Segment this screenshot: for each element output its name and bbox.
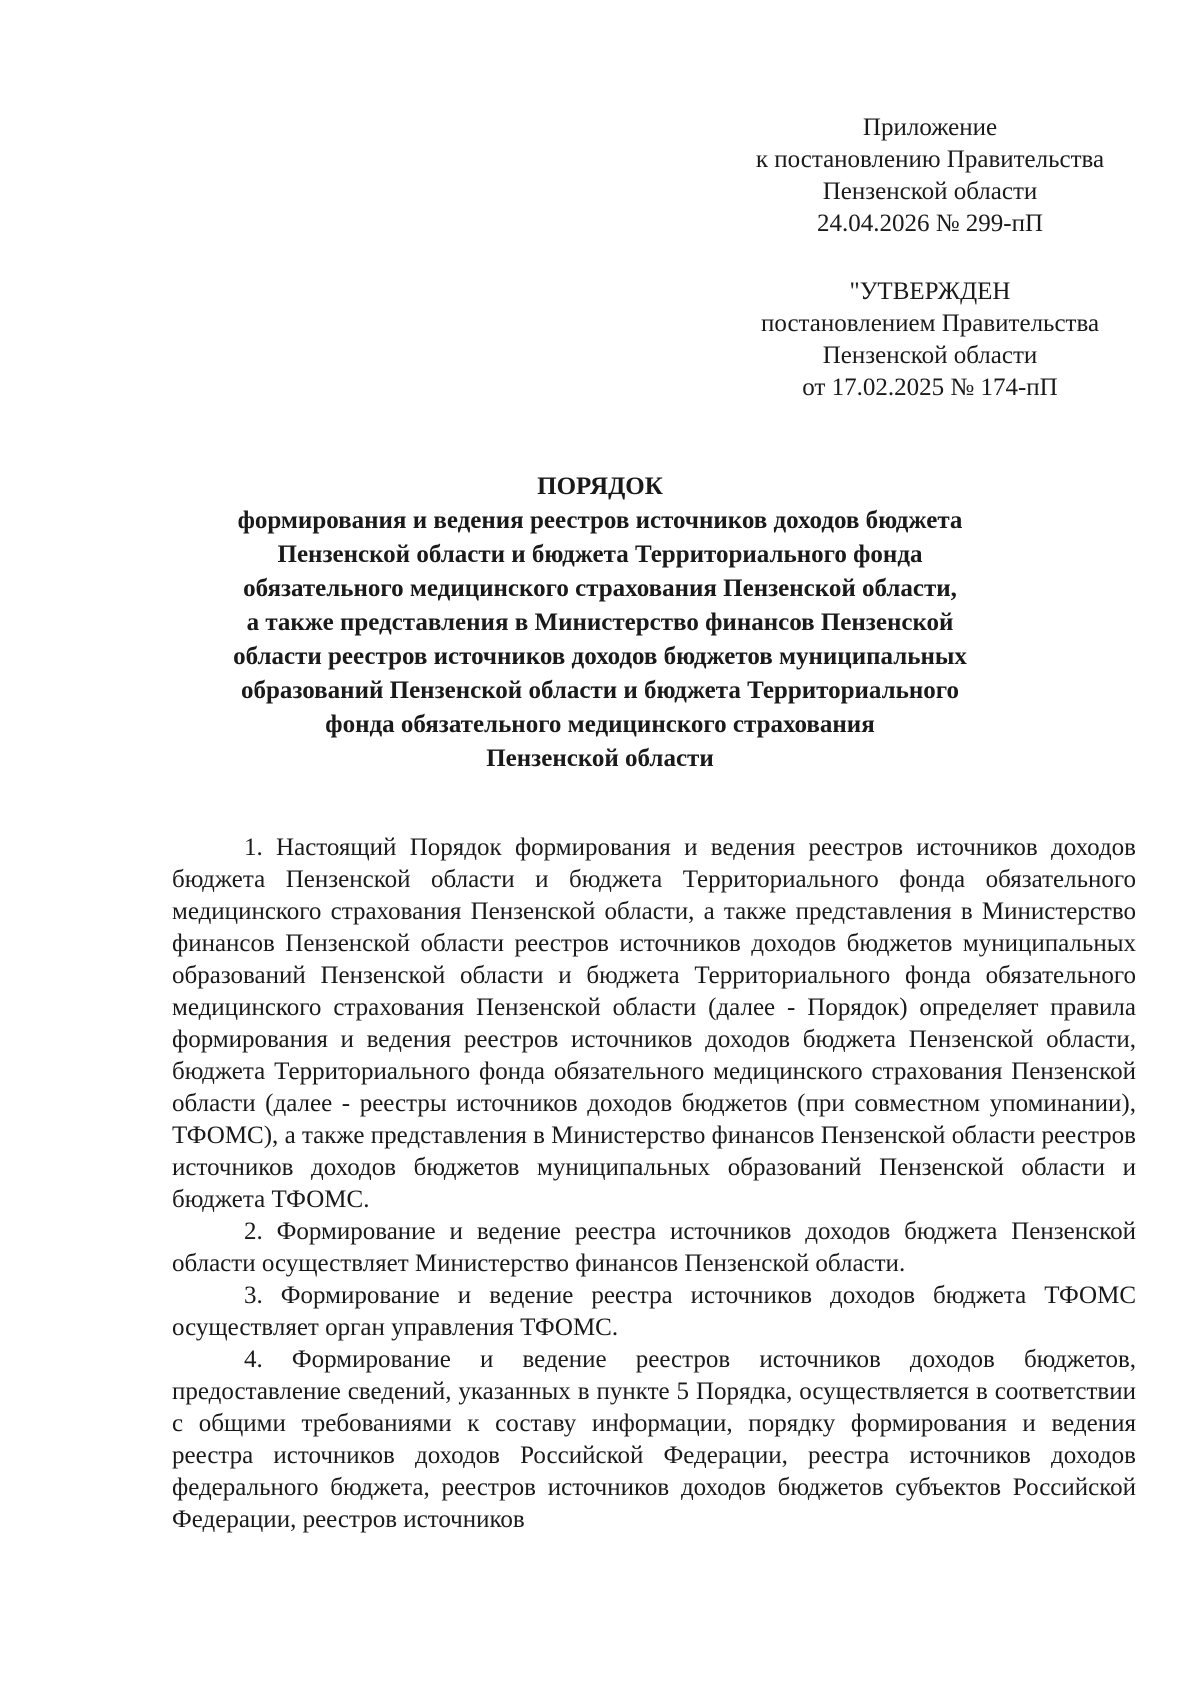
approval-line: постановлением Правительства (760, 310, 1100, 337)
document-title (170, 470, 1030, 776)
title-heading: ПОРЯДОК (537, 473, 663, 500)
paragraph-2: 2. Формирование и ведение реестра источников доходов бюджета Пензенской области осуществляет Министерство финансов Пензенской области. (172, 1218, 1136, 1277)
title-line: формирования и ведения реестров источников доходов бюджета (237, 507, 963, 534)
document-body (172, 832, 1136, 1536)
title-line: обязательного медицинского страхования Пензенской области, (243, 575, 957, 602)
approval-date-number: от 17.02.2025 № 174-пП (802, 374, 1058, 401)
title-line: Пензенской области (486, 745, 714, 772)
paragraph-3: 3. Формирование и ведение реестра источников доходов бюджета ТФОМС осуществляет орган управления ТФОМС. (172, 1282, 1136, 1341)
title-line: области реестров источников доходов бюджетов муниципальных (233, 643, 967, 670)
appendix-line: Пензенской области (822, 178, 1038, 205)
paragraph-4: 4. Формирование и ведение реестров источников доходов бюджетов, предоставление сведений, указанных в пункте 5 Порядка, осуществляется в соответствии с общими требованиями к составу информации, порядку формирования и ведения реестра источников доходов Российской Федерации, реестра источников доходов федерального бюджета, реестров источников доходов бюджетов субъектов Российской Федерации, реестров источников (172, 1346, 1136, 1533)
approval-line: Пензенской области (822, 342, 1038, 369)
title-line: а также представления в Министерство финансов Пензенской (246, 609, 954, 636)
appendix-stamp (720, 112, 1140, 240)
paragraph-1: 1. Настоящий Порядок формирования и ведения реестров источников доходов бюджета Пензенской области и бюджета Территориального фонда обязательного медицинского страхования Пензенской области, а также представления в Министерство финансов Пензенской области реестров источников доходов бюджетов муниципальных образований Пензенской области и бюджета Территориального фонда обязательного медицинского страхования Пензенской области (далее - Порядок) определяет правила формирования и ведения реестров источников доходов бюджета Пензенской области, бюджета Территориального фонда обязательного медицинского страхования Пензенской области (далее - реестры источников доходов бюджетов (при совместном упоминании), ТФОМС), а также представления в Министерство финансов Пензенской области реестров источников доходов бюджетов муниципальных образований Пензенской области и бюджета ТФОМС. (172, 834, 1136, 1213)
appendix-line: к постановлению Правительства (755, 146, 1105, 173)
approval-line: "УТВЕРЖДЕН (849, 278, 1011, 305)
title-line: Пензенской области и бюджета Территориального фонда (277, 541, 923, 568)
title-line: образований Пензенской области и бюджета Территориального (241, 677, 959, 704)
appendix-line: Приложение (862, 114, 998, 141)
approval-stamp (720, 276, 1140, 404)
title-line: фонда обязательного медицинского страхования (325, 711, 875, 738)
appendix-date-number: 24.04.2026 № 299-пП (816, 210, 1044, 237)
